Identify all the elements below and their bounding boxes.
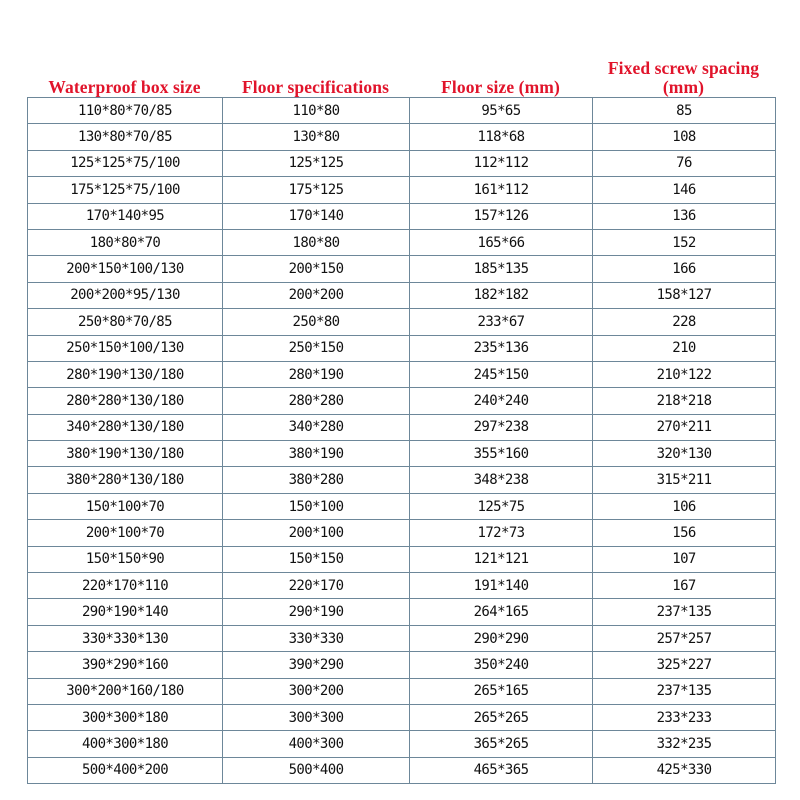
table-cell: 340*280: [223, 414, 410, 440]
table-row: [28, 124, 776, 150]
table-cell: 106: [593, 493, 776, 519]
table-cell: 264*165: [410, 599, 593, 625]
table-cell: 200*150*100/130: [28, 256, 223, 282]
table-row: [28, 150, 776, 176]
table-cell: 175*125*75/100: [28, 177, 223, 203]
table-row: [28, 704, 776, 730]
table-cell: 191*140: [410, 573, 593, 599]
table-cell: 500*400*200: [28, 757, 223, 783]
table-cell: 235*136: [410, 335, 593, 361]
column-header-waterproof-box-size: [27, 56, 222, 97]
table-cell: 150*100*70: [28, 493, 223, 519]
table-cell: 125*125: [223, 150, 410, 176]
table-cell: 210: [593, 335, 776, 361]
table-cell: 158*127: [593, 282, 776, 308]
table-cell: 121*121: [410, 546, 593, 572]
table-cell: 500*400: [223, 757, 410, 783]
table-cell: 297*238: [410, 414, 593, 440]
table-header-row: [27, 56, 775, 97]
table-cell: 340*280*130/180: [28, 414, 223, 440]
column-header-label: Waterproof box size: [48, 77, 201, 97]
specification-table-body: [28, 98, 776, 784]
column-header-label: Floor specifications: [241, 77, 389, 97]
table-cell: 315*211: [593, 467, 776, 493]
table-row: [28, 652, 776, 678]
table-row: [28, 467, 776, 493]
table-cell: 152: [593, 229, 776, 255]
table-cell: 250*80*70/85: [28, 309, 223, 335]
table-row: [28, 309, 776, 335]
table-row: [28, 678, 776, 704]
table-row: [28, 441, 776, 467]
table-cell: 157*126: [410, 203, 593, 229]
table-cell: 390*290: [223, 652, 410, 678]
table-cell: 130*80: [223, 124, 410, 150]
column-header-fixed-screw-spacing: [592, 56, 775, 97]
table-cell: 233*233: [593, 704, 776, 730]
table-row: [28, 361, 776, 387]
table-row: [28, 388, 776, 414]
table-row: [28, 229, 776, 255]
table-row: [28, 520, 776, 546]
table-cell: 110*80*70/85: [28, 98, 223, 124]
table-cell: 125*125*75/100: [28, 150, 223, 176]
table-cell: 233*67: [410, 309, 593, 335]
table-cell: 200*100: [223, 520, 410, 546]
table-cell: 380*190: [223, 441, 410, 467]
table-cell: 355*160: [410, 441, 593, 467]
table-cell: 465*365: [410, 757, 593, 783]
specification-table: [27, 97, 776, 784]
table-cell: 325*227: [593, 652, 776, 678]
table-row: [28, 335, 776, 361]
table-cell: 150*100: [223, 493, 410, 519]
table-row: [28, 256, 776, 282]
table-row: [28, 625, 776, 651]
table-cell: 112*112: [410, 150, 593, 176]
table-cell: 156: [593, 520, 776, 546]
table-cell: 330*330: [223, 625, 410, 651]
table-row: [28, 414, 776, 440]
table-cell: 200*150: [223, 256, 410, 282]
table-cell: 175*125: [223, 177, 410, 203]
table-cell: 76: [593, 150, 776, 176]
table-cell: 220*170*110: [28, 573, 223, 599]
column-header-floor-size: [409, 56, 592, 97]
table-cell: 136: [593, 203, 776, 229]
table-row: [28, 282, 776, 308]
table-cell: 170*140: [223, 203, 410, 229]
table-cell: 95*65: [410, 98, 593, 124]
table-cell: 85: [593, 98, 776, 124]
table-cell: 425*330: [593, 757, 776, 783]
table-cell: 257*257: [593, 625, 776, 651]
table-cell: 185*135: [410, 256, 593, 282]
table-cell: 218*218: [593, 388, 776, 414]
table-cell: 300*200: [223, 678, 410, 704]
table-cell: 118*68: [410, 124, 593, 150]
table-row: [28, 203, 776, 229]
table-cell: 290*290: [410, 625, 593, 651]
table-cell: 200*200*95/130: [28, 282, 223, 308]
table-cell: 182*182: [410, 282, 593, 308]
table-cell: 250*150: [223, 335, 410, 361]
table-cell: 250*150*100/130: [28, 335, 223, 361]
table-cell: 280*190*130/180: [28, 361, 223, 387]
column-header-label: Floor size (mm): [441, 77, 560, 97]
table-cell: 280*190: [223, 361, 410, 387]
table-cell: 237*135: [593, 599, 776, 625]
table-cell: 210*122: [593, 361, 776, 387]
table-cell: 350*240: [410, 652, 593, 678]
table-cell: 270*211: [593, 414, 776, 440]
table-row: [28, 599, 776, 625]
table-cell: 180*80: [223, 229, 410, 255]
table-cell: 365*265: [410, 731, 593, 757]
table-cell: 300*300*180: [28, 704, 223, 730]
table-cell: 125*75: [410, 493, 593, 519]
table-cell: 107: [593, 546, 776, 572]
table-cell: 146: [593, 177, 776, 203]
table-cell: 280*280: [223, 388, 410, 414]
table-cell: 166: [593, 256, 776, 282]
table-row: [28, 573, 776, 599]
table-cell: 161*112: [410, 177, 593, 203]
table-cell: 250*80: [223, 309, 410, 335]
table-cell: 180*80*70: [28, 229, 223, 255]
column-header-floor-specifications: [222, 56, 409, 97]
table-cell: 390*290*160: [28, 652, 223, 678]
table-cell: 300*200*160/180: [28, 678, 223, 704]
table-row: [28, 493, 776, 519]
table-cell: 172*73: [410, 520, 593, 546]
table-cell: 400*300: [223, 731, 410, 757]
table-cell: 380*280*130/180: [28, 467, 223, 493]
column-header-label: Fixed screw spacing (mm): [607, 58, 760, 97]
table-cell: 150*150: [223, 546, 410, 572]
table-cell: 290*190: [223, 599, 410, 625]
table-cell: 265*165: [410, 678, 593, 704]
table-cell: 380*280: [223, 467, 410, 493]
table-cell: 380*190*130/180: [28, 441, 223, 467]
table-cell: 400*300*180: [28, 731, 223, 757]
table-cell: 220*170: [223, 573, 410, 599]
table-cell: 290*190*140: [28, 599, 223, 625]
table-cell: 108: [593, 124, 776, 150]
table-row: [28, 546, 776, 572]
table-row: [28, 98, 776, 124]
table-cell: 150*150*90: [28, 546, 223, 572]
table-row: [28, 177, 776, 203]
table-cell: 348*238: [410, 467, 593, 493]
table-cell: 165*66: [410, 229, 593, 255]
table-cell: 200*100*70: [28, 520, 223, 546]
table-cell: 332*235: [593, 731, 776, 757]
table-cell: 170*140*95: [28, 203, 223, 229]
table-cell: 245*150: [410, 361, 593, 387]
table-cell: 265*265: [410, 704, 593, 730]
table-row: [28, 757, 776, 783]
table-cell: 320*130: [593, 441, 776, 467]
table-cell: 130*80*70/85: [28, 124, 223, 150]
table-cell: 200*200: [223, 282, 410, 308]
table-cell: 110*80: [223, 98, 410, 124]
table-cell: 167: [593, 573, 776, 599]
table-cell: 228: [593, 309, 776, 335]
table-cell: 237*135: [593, 678, 776, 704]
table-cell: 280*280*130/180: [28, 388, 223, 414]
table-cell: 240*240: [410, 388, 593, 414]
table-cell: 300*300: [223, 704, 410, 730]
table-cell: 330*330*130: [28, 625, 223, 651]
table-row: [28, 731, 776, 757]
